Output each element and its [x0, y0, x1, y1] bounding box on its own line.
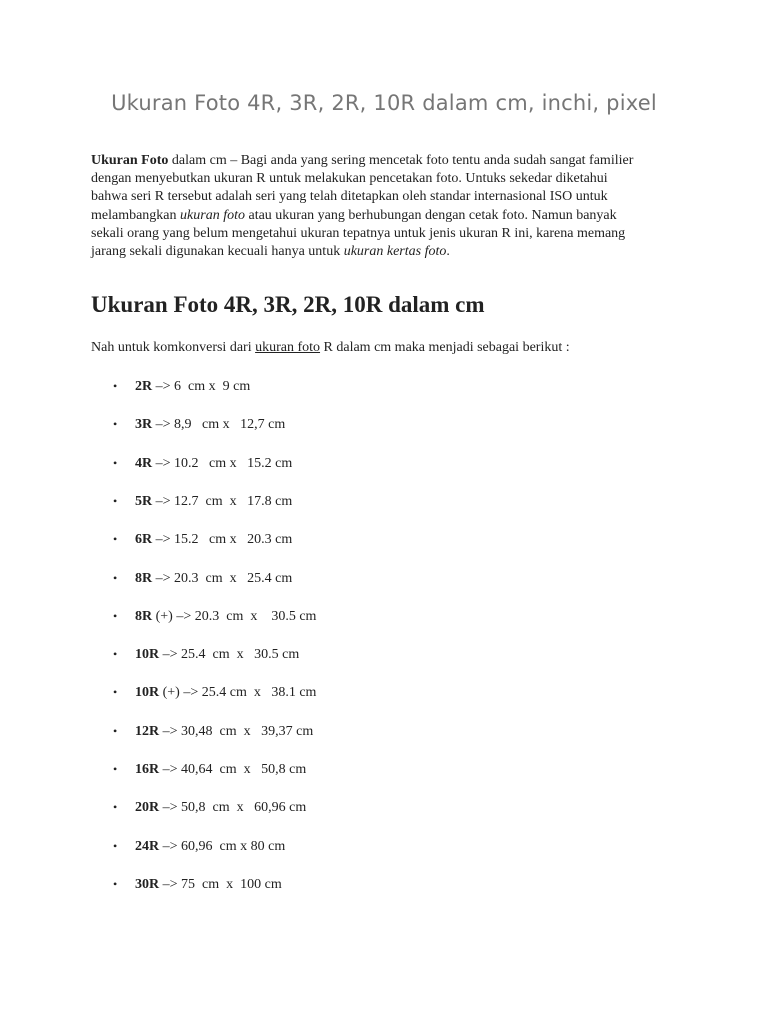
bullet-icon: • — [113, 800, 118, 815]
size-dimensions: –> 25.4 cm x 30.5 cm — [159, 647, 300, 663]
size-dimensions: (+) –> 25.4 cm x 38.1 cm — [159, 685, 317, 701]
bullet-icon: • — [113, 379, 118, 393]
list-item — [113, 797, 513, 817]
bullet-icon: • — [113, 532, 118, 547]
list-item — [113, 606, 513, 626]
size-code: 10R — [135, 685, 160, 701]
size-dimensions: (+) –> 20.3 cm x 30.5 cm — [152, 608, 317, 624]
list-item — [113, 836, 513, 856]
size-code: 12R — [135, 723, 160, 739]
list-item — [113, 491, 513, 511]
size-dimensions: –> 30,48 cm x 39,37 cm — [159, 723, 314, 739]
list-item — [113, 721, 513, 741]
intro-line-3: bahwa seri R tersebut adalah seri yang telah ditetapkan oleh standar internasional ISO untuk — [91, 189, 608, 205]
size-code: 20R — [135, 800, 160, 816]
intro-line-6-pre: jarang sekali digunakan kecuali hanya untuk — [91, 244, 344, 260]
lead-paragraph — [91, 340, 570, 356]
size-dimensions: –> 12.7 cm x 17.8 cm — [152, 493, 293, 509]
size-code: 16R — [135, 762, 160, 777]
list-item — [113, 874, 513, 894]
intro-italic-ukuran-foto: ukuran foto — [180, 207, 245, 223]
size-code: 24R — [135, 838, 160, 854]
bullet-icon: • — [113, 685, 118, 700]
size-dimensions: –> 75 cm x 100 cm — [159, 876, 282, 892]
bullet-icon: • — [113, 455, 118, 470]
size-dimensions: –> 10.2 cm x 15.2 cm — [152, 455, 293, 471]
intro-line-2: dengan menyebutkan ukuran R untuk melakukan pencetakan foto. Untuks sekedar diketahui — [91, 171, 608, 187]
size-code: 4R — [135, 455, 153, 471]
list-item — [113, 529, 513, 549]
bullet-icon: • — [113, 608, 118, 623]
intro-paragraph — [91, 152, 691, 261]
list-item — [113, 682, 513, 702]
size-code: 5R — [135, 493, 153, 509]
size-dimensions: –> 40,64 cm x 50,8 cm — [159, 762, 307, 777]
intro-italic-ukuran-kertas-foto: ukuran kertas foto — [343, 244, 447, 260]
intro-line-4-post: atau ukuran yang berhubungan dengan cetak foto. Namun banyak — [244, 207, 617, 223]
size-dimensions: –> 50,8 cm x 60,96 cm — [159, 800, 307, 816]
bullet-icon: • — [113, 838, 118, 853]
list-item — [113, 453, 513, 473]
size-code: 8R — [135, 570, 153, 586]
bullet-icon: • — [113, 647, 118, 662]
intro-line-4-pre: melambangkan — [91, 207, 181, 223]
intro-line-6-post: . — [446, 244, 450, 260]
section-heading: Ukuran Foto 4R, 3R, 2R, 10R dalam cm — [91, 292, 485, 317]
size-dimensions: –> 15.2 cm x 20.3 cm — [152, 532, 293, 548]
size-code: 6R — [135, 532, 153, 548]
bullet-icon: • — [113, 417, 118, 432]
size-dimensions: –> 8,9 cm x 12,7 cm — [152, 417, 286, 433]
document-title: Ukuran Foto 4R, 3R, 2R, 10R dalam cm, inchi, pixel — [111, 91, 657, 115]
size-code: 3R — [135, 417, 153, 433]
lead-pre: Nah untuk komkonversi dari — [91, 340, 256, 355]
list-item — [113, 414, 513, 434]
bullet-icon: • — [113, 762, 118, 776]
size-dimensions: –> 6 cm x 9 cm — [152, 379, 251, 394]
size-dimensions: –> 20.3 cm x 25.4 cm — [152, 570, 293, 586]
intro-line-5: sekali orang yang belum mengetahui ukuran tepatnya untuk jenis ukuran R ini, karena memang — [91, 225, 626, 241]
size-dimensions: –> 60,96 cm x 80 cm — [159, 838, 286, 854]
size-code: 8R — [135, 608, 153, 624]
intro-bold-lead: Ukuran Foto — [91, 153, 169, 168]
size-code: 10R — [135, 647, 160, 663]
size-code: 2R — [135, 379, 153, 394]
bullet-icon: • — [113, 493, 118, 508]
bullet-icon: • — [113, 570, 118, 585]
list-item — [113, 376, 513, 396]
size-code: 30R — [135, 876, 160, 892]
lead-post: R dalam cm maka menjadi sebagai berikut : — [320, 340, 570, 355]
bullet-icon: • — [113, 723, 118, 738]
ukuran-foto-link[interactable]: ukuran foto — [255, 340, 321, 355]
list-item — [113, 644, 513, 664]
list-item — [113, 759, 513, 779]
bullet-icon: • — [113, 876, 118, 891]
intro-line-1: dalam cm – Bagi anda yang sering mencetak foto tentu anda sudah sangat familier — [168, 153, 634, 168]
list-item — [113, 568, 513, 588]
